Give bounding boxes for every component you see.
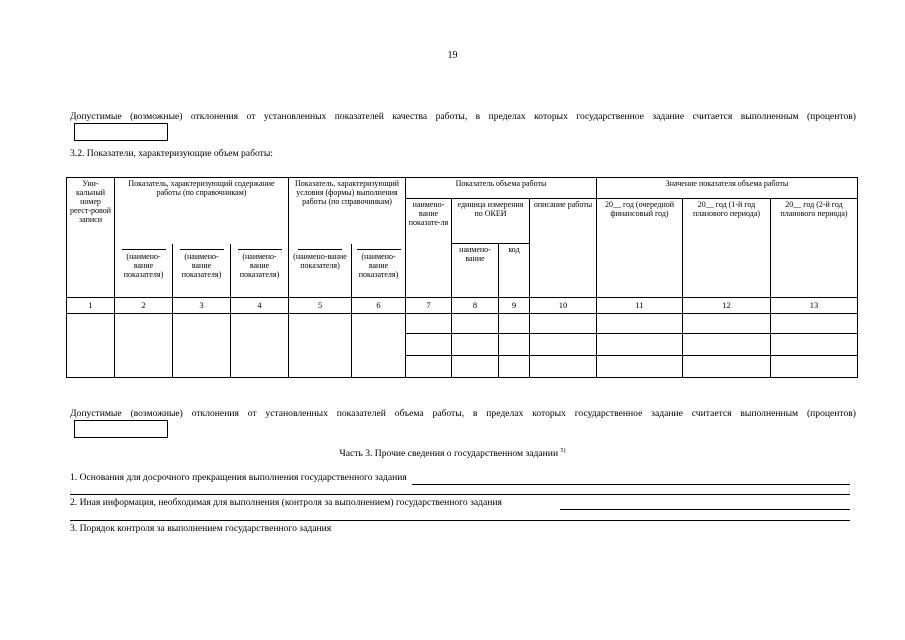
table-cell[interactable]: [530, 356, 597, 378]
table-cell[interactable]: [530, 334, 597, 356]
col-num: 8: [452, 298, 499, 314]
part3-footnote: 5): [560, 448, 566, 454]
subheader-content-2: (наимено-вание показателя): [173, 244, 231, 298]
table-cell[interactable]: [231, 314, 289, 378]
table-cell[interactable]: [452, 334, 499, 356]
page-number: 19: [447, 50, 458, 61]
subheader-unit-code: код: [499, 244, 530, 298]
item-2: [70, 497, 850, 508]
col-num: 2: [115, 298, 173, 314]
header-volume-indicator: Показатель объема работы: [406, 178, 597, 199]
part3-title: Часть 3. Прочие сведения о государственном задании: [339, 448, 559, 459]
table-cell[interactable]: [597, 356, 683, 378]
col-num: 6: [352, 298, 406, 314]
header-year-plan1: 20__ год (1-й год планового периода): [683, 199, 771, 298]
table-cell[interactable]: [683, 334, 771, 356]
item-1: [70, 472, 850, 483]
table-cell[interactable]: [289, 314, 352, 378]
col-num: 3: [173, 298, 231, 314]
table-cell[interactable]: [406, 334, 452, 356]
subheader-condition-2: (наимено-вание показателя): [352, 244, 406, 298]
table-row: [67, 314, 858, 334]
table-cell[interactable]: [530, 314, 597, 334]
table-cell[interactable]: [683, 314, 771, 334]
table-cell[interactable]: [173, 314, 231, 378]
col-num: 10: [530, 298, 597, 314]
table-cell[interactable]: [452, 356, 499, 378]
header-indicator-name: наимено-вание показате-ля: [406, 199, 452, 298]
table-cell[interactable]: [406, 314, 452, 334]
header-work-description: описание работы: [530, 199, 597, 298]
table-cell[interactable]: [352, 314, 406, 378]
table-cell[interactable]: [499, 356, 530, 378]
subheader-unit-name: наимено-вание: [452, 244, 499, 298]
header-okei-unit: единица измерения по ОКЕИ: [452, 199, 530, 244]
header-work-content: Показатель, характеризующий содержание работы (по справочникам): [115, 178, 289, 244]
work-volume-table: [66, 177, 858, 378]
table-cell[interactable]: [597, 314, 683, 334]
item-3-text: 3. Порядок контроля за выполнением государственного задания: [70, 523, 332, 534]
table-cell[interactable]: [771, 334, 858, 356]
subheader-content-1: (наимено-вание показателя): [115, 244, 173, 298]
header-work-conditions: Показатель, характеризующий условия (формы) выполнения работы (по справочникам): [289, 178, 406, 244]
volume-deviation-input-box[interactable]: [74, 420, 168, 438]
table-cell[interactable]: [683, 356, 771, 378]
quality-deviation-paragraph: [70, 111, 856, 141]
col-num: 12: [683, 298, 771, 314]
section-title: 3.2. Показатели, характеризующие объем работы:: [70, 148, 273, 159]
subheader-content-3: (наимено-вание показателя): [231, 244, 289, 298]
col-num: 9: [499, 298, 530, 314]
table-cell[interactable]: [406, 356, 452, 378]
table-cell[interactable]: [67, 314, 115, 378]
quality-deviation-input-box[interactable]: [74, 123, 168, 141]
header-year-current: 20__ год (очередной финансовый год): [597, 199, 683, 298]
item-3: [70, 523, 850, 534]
part3-heading: [0, 448, 905, 459]
col-num: 5: [289, 298, 352, 314]
item-1-fill-line[interactable]: [412, 484, 850, 485]
subheader-condition-1: (наимено-вание показателя): [289, 244, 352, 298]
col-num: 11: [597, 298, 683, 314]
table-cell[interactable]: [597, 334, 683, 356]
table-cell[interactable]: [771, 314, 858, 334]
item-1-text: 1. Основания для досрочного прекращения выполнения государственного задания: [70, 472, 407, 483]
item-2-fill-line[interactable]: [560, 509, 850, 510]
table-cell[interactable]: [771, 356, 858, 378]
table-cell[interactable]: [452, 314, 499, 334]
volume-deviation-paragraph: [70, 408, 856, 438]
item-2-extra-line[interactable]: [70, 520, 850, 521]
header-volume-value: Значение показателя объема работы: [597, 178, 858, 199]
item-1-extra-line[interactable]: [70, 494, 850, 495]
volume-deviation-text: Допустимые (возможные) отклонения от установленных показателей объема работы, в пределах которых государственное задание считается выполненным (процентов): [70, 408, 856, 419]
column-number-row: [67, 298, 858, 314]
item-2-text: 2. Иная информация, необходимая для выполнения (контроля за выполнением) государственного задания: [70, 497, 502, 508]
col-num: 7: [406, 298, 452, 314]
col-num: 13: [771, 298, 858, 314]
quality-deviation-text: Допустимые (возможные) отклонения от установленных показателей качества работы, в пределах которых государственное задание считается выполненным (процентов): [70, 111, 856, 122]
table-cell[interactable]: [499, 314, 530, 334]
col-num: 4: [231, 298, 289, 314]
header-unique-number: Уни-кальный номер реест-ровой записи: [67, 178, 115, 298]
table-cell[interactable]: [499, 334, 530, 356]
table-cell[interactable]: [115, 314, 173, 378]
header-year-plan2: 20__ год (2-й год планового периода): [771, 199, 858, 298]
col-num: 1: [67, 298, 115, 314]
